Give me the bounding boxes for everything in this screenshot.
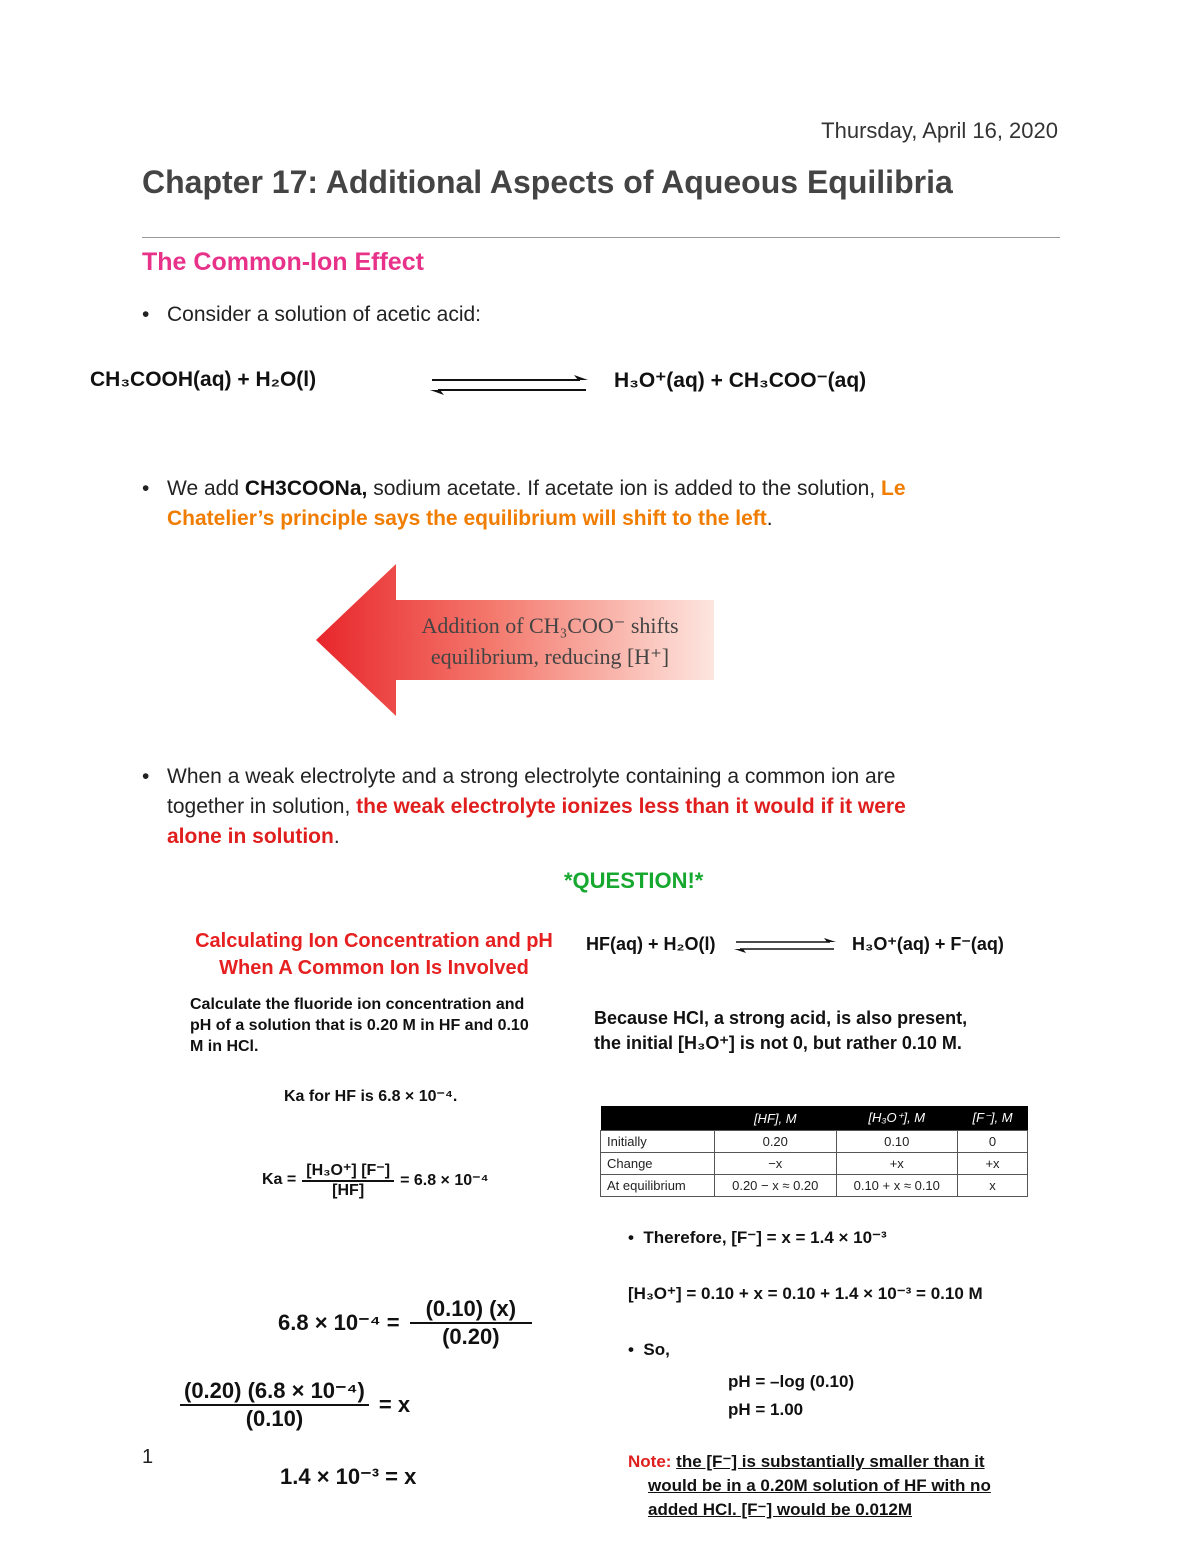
bullet-dot: • xyxy=(628,1228,644,1247)
table-cell: At equilibrium xyxy=(601,1175,715,1197)
step1-fraction xyxy=(410,1296,532,1350)
bullet-weak-electrolyte xyxy=(142,762,1042,852)
bullet-dot: • xyxy=(628,1340,644,1359)
hf-equation-right: H₃O⁺(aq) + F⁻(aq) xyxy=(852,934,1004,954)
bullet3-highlight-2: alone in solution xyxy=(167,825,334,848)
ka-statement: Ka for HF is 6.8 × 10⁻⁴. xyxy=(284,1088,458,1105)
table-cell: x xyxy=(958,1175,1028,1197)
ka-expression xyxy=(262,1160,489,1200)
bullet-acetic-acid xyxy=(142,300,481,330)
ka-fraction xyxy=(302,1160,394,1200)
arrow-caption-line1: Addition of CH₃COO⁻ shifts xyxy=(421,613,679,638)
bullet2-compound: CH3COONa, xyxy=(244,477,368,500)
result-h3o: [H₃O⁺] = 0.10 + x = 0.10 + 1.4 × 10⁻³ = 0.10 M xyxy=(628,1284,983,1303)
ice-table xyxy=(600,1106,1028,1197)
step2-equation xyxy=(180,1378,410,1432)
prompt-line2: pH of a solution that is 0.20 M in HF and 0.10 xyxy=(190,1017,529,1034)
note-line1: the [F⁻] is substantially smaller than it xyxy=(676,1452,985,1471)
step2-denominator: (0.10) xyxy=(245,1406,304,1431)
question-label: *QUESTION!* xyxy=(564,868,704,893)
problem-heading-line2: When A Common Ion Is Involved xyxy=(219,957,529,979)
problem-heading-line1: Calculating Ion Concentration and pH xyxy=(195,930,553,952)
ice-header: [H₃O⁺], M xyxy=(836,1106,958,1131)
so-text: So, xyxy=(643,1340,670,1359)
bullet3-highlight-1: the weak electrolyte ionizes less than it would if it were xyxy=(356,795,906,818)
bullet-dot: • xyxy=(142,477,150,500)
problem-heading xyxy=(170,928,578,982)
table-cell: 0 xyxy=(958,1131,1028,1153)
ph-line1: pH = –log (0.10) xyxy=(728,1372,855,1391)
prompt-line3: M in HCl. xyxy=(190,1038,259,1055)
arrow-caption-line2: equilibrium, reducing [H⁺] xyxy=(430,644,670,669)
therefore-text: Therefore, [F⁻] = x = 1.4 × 10⁻³ xyxy=(643,1228,887,1247)
date: Thursday, April 16, 2020 xyxy=(821,118,1058,143)
note-label: Note xyxy=(628,1452,666,1471)
step1-lhs: 6.8 × 10⁻⁴ = xyxy=(278,1310,400,1335)
table-row xyxy=(601,1175,1028,1197)
arrow-caption xyxy=(392,610,708,672)
ka-denominator: [HF] xyxy=(332,1182,365,1199)
divider xyxy=(142,237,1060,238)
table-cell: Initially xyxy=(601,1131,715,1153)
note-block: Note: the [F⁻] is substantially smaller than it would be in a 0.20M solution of HF with no added HCl. [F⁻] would be 0.012M xyxy=(628,1450,991,1522)
table-row xyxy=(601,1153,1028,1175)
bullet-sodium-acetate xyxy=(142,474,1042,534)
bullet3-end: . xyxy=(333,825,340,848)
bullet2-highlight-2: Chatelier’s principle says the equilibrium will shift to the left xyxy=(167,507,767,530)
table-cell: Change xyxy=(601,1153,715,1175)
page-number: 1 xyxy=(142,1446,154,1468)
bullet-dot: • xyxy=(142,303,150,326)
bullet3-line2-pre: together in solution, xyxy=(167,795,357,818)
chapter-title: Chapter 17: Additional Aspects of Aqueous Equilibria xyxy=(142,164,953,200)
table-cell: 0.10 xyxy=(836,1131,958,1153)
hf-equilibrium-arrow-icon xyxy=(732,936,838,956)
step3-equation: 1.4 × 10⁻³ = x xyxy=(280,1464,417,1489)
bullet-text: Consider a solution of acetic acid: xyxy=(167,303,482,326)
ice-header: [HF], M xyxy=(715,1106,837,1131)
table-cell: 0.10 + x ≈ 0.10 xyxy=(836,1175,958,1197)
table-row xyxy=(601,1131,1028,1153)
step2-rhs: = x xyxy=(378,1392,411,1417)
bullet2-highlight-1: Le xyxy=(881,477,906,500)
hf-equation-left: HF(aq) + H₂O(l) xyxy=(586,934,716,954)
equation-right: H₃O⁺(aq) + CH₃COO⁻(aq) xyxy=(614,369,867,392)
result-therefore xyxy=(628,1228,887,1248)
table-cell: +x xyxy=(958,1153,1028,1175)
ka-numerator: [H₃O⁺] [F⁻] xyxy=(302,1160,394,1182)
ice-header xyxy=(601,1106,715,1131)
prompt-line1: Calculate the fluoride ion concentration and xyxy=(190,996,525,1013)
ka-expr-rhs: = 6.8 × 10⁻⁴ xyxy=(400,1172,489,1189)
bullet2-end: . xyxy=(766,507,773,530)
step1-equation xyxy=(278,1296,532,1350)
table-cell: +x xyxy=(836,1153,958,1175)
bullet3-line1: When a weak electrolyte and a strong electrolyte containing a common ion are xyxy=(167,765,896,788)
ph-line2: pH = 1.00 xyxy=(728,1400,804,1419)
result-so xyxy=(628,1340,670,1360)
table-cell: 0.20 xyxy=(715,1131,837,1153)
because-line2: the initial [H₃O⁺] is not 0, but rather 0.10 M. xyxy=(594,1033,962,1053)
equilibrium-arrow-icon xyxy=(428,372,590,398)
bullet2-pre: We add xyxy=(167,477,245,500)
problem-prompt xyxy=(190,994,529,1057)
bullet-dot: • xyxy=(142,765,150,788)
because-line1: Because HCl, a strong acid, is also present, xyxy=(594,1008,968,1028)
because-note xyxy=(594,1006,967,1056)
ice-header: [F⁻], M xyxy=(958,1106,1028,1131)
ph-calculation xyxy=(728,1368,854,1424)
section-heading: The Common-Ion Effect xyxy=(142,248,424,276)
ice-header-row xyxy=(601,1106,1028,1131)
step2-numerator: (0.20) (6.8 × 10⁻⁴) xyxy=(180,1378,369,1406)
table-cell: −x xyxy=(715,1153,837,1175)
equation-left: CH₃COOH(aq) + H₂O(l) xyxy=(90,368,317,391)
table-cell: 0.20 − x ≈ 0.20 xyxy=(715,1175,837,1197)
step1-denominator: (0.20) xyxy=(442,1324,500,1349)
note-line2: would be in a 0.20M solution of HF with no xyxy=(648,1476,991,1495)
step2-fraction xyxy=(180,1378,369,1432)
bullet2-mid: sodium acetate. If acetate ion is added to the solution, xyxy=(367,477,882,500)
note-line3: added HCl. [F⁻] would be 0.012M xyxy=(648,1500,912,1519)
step1-numerator: (0.10) (x) xyxy=(410,1296,532,1324)
ka-expr-lhs: Ka = xyxy=(262,1171,297,1188)
